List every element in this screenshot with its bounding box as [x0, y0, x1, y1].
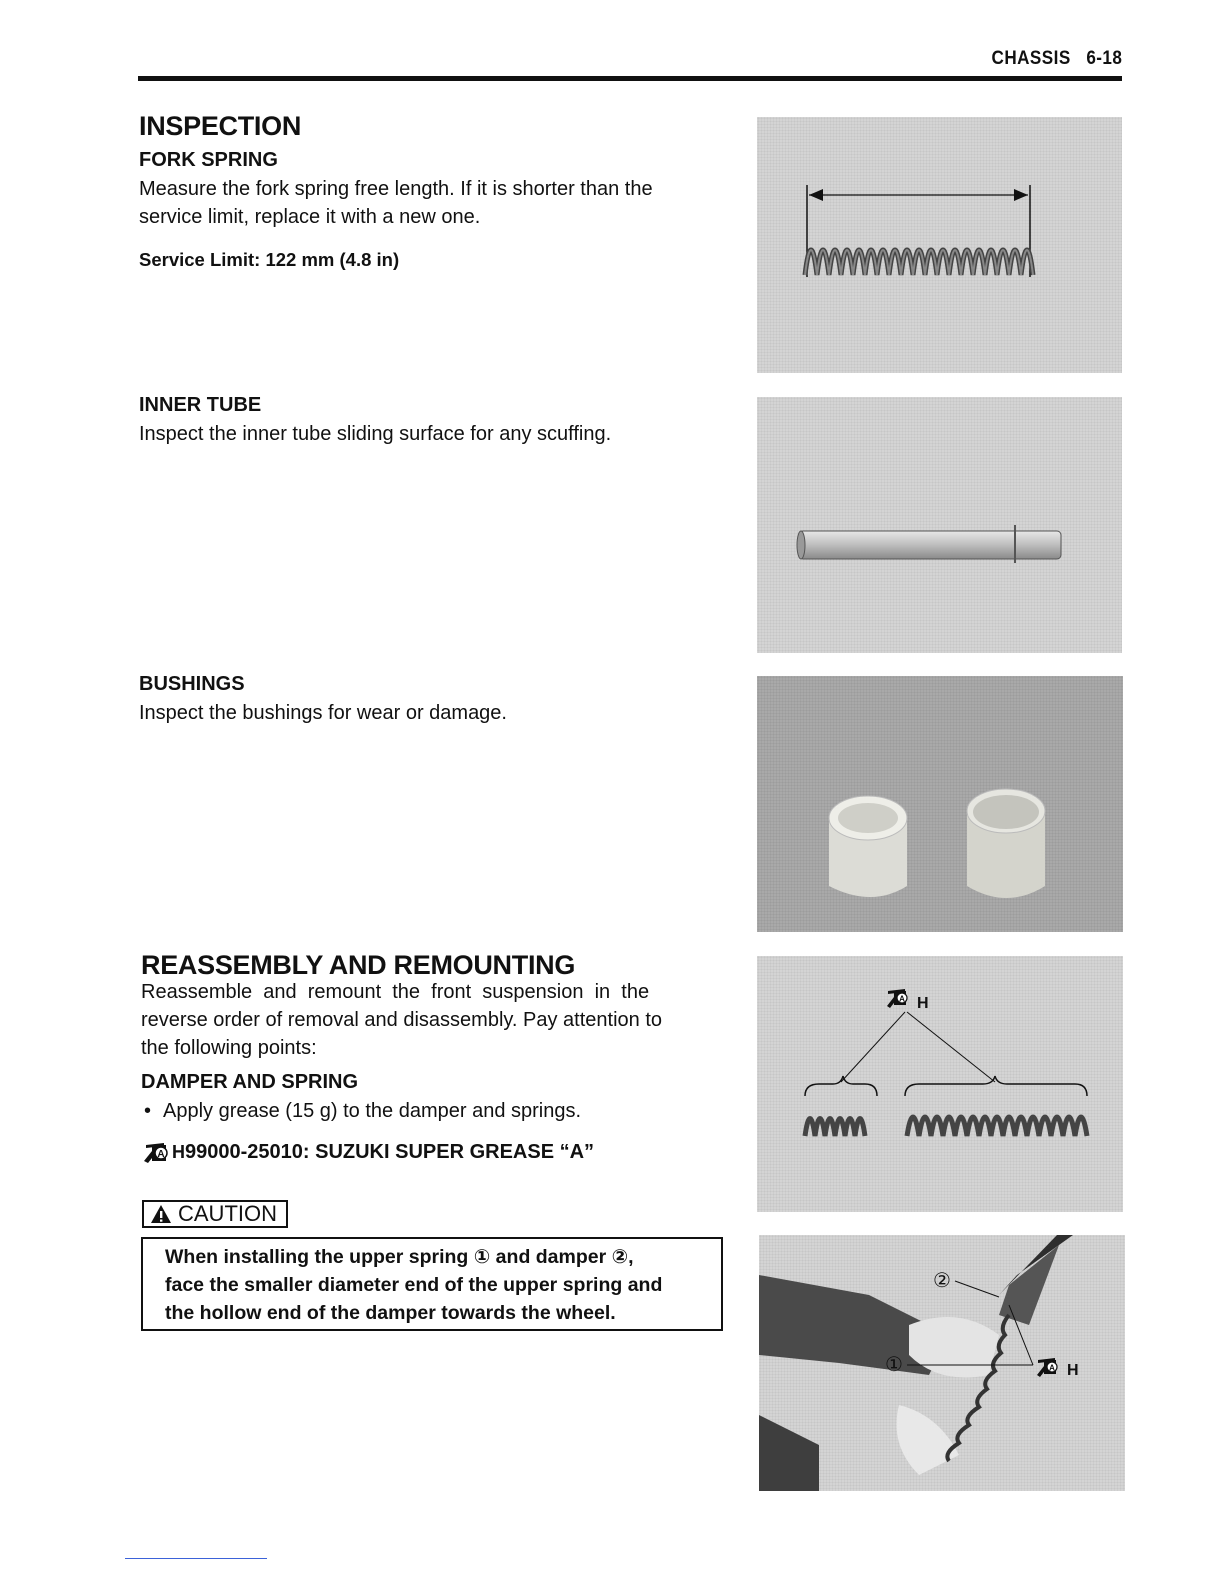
- fork-spring-text-1: Measure the fork spring free length. If it is shorter than the: [139, 178, 653, 200]
- callout-1-label: ①: [885, 1352, 903, 1376]
- caution-line-2: face the smaller diameter end of the upper spring and: [165, 1274, 663, 1296]
- reassembly-text-3: the following points:: [141, 1037, 317, 1059]
- grease-spec: [142, 1139, 594, 1165]
- grease-gun-icon: [142, 1139, 176, 1165]
- inner-tube-text: Inspect the inner tube sliding surface for any scuffing.: [139, 423, 612, 445]
- damper-springs-photo: [757, 956, 1123, 1212]
- page-header: [991, 48, 1122, 70]
- warning-triangle-icon: [150, 1204, 172, 1224]
- service-limit: Service Limit: 122 mm (4.8 in): [139, 249, 400, 270]
- damper-springs-illustration: [757, 956, 1123, 1212]
- install-spring-illustration: [759, 1235, 1125, 1491]
- bullet-dot: •: [144, 1100, 152, 1122]
- header-rule: [138, 76, 1122, 81]
- caution-line-1: When installing the upper spring ① and damper ②,: [165, 1246, 634, 1268]
- grease-symbol-letter: H: [172, 1141, 185, 1162]
- grease-callout-letter: H: [917, 995, 929, 1012]
- fork-spring-heading: FORK SPRING: [139, 149, 278, 171]
- inner-tube-photo: [757, 397, 1122, 653]
- inspection-title: INSPECTION: [139, 111, 302, 141]
- caution-label: [142, 1200, 288, 1228]
- reassembly-text-1: Reassemble and remount the front suspension in the: [141, 981, 650, 1003]
- grease-callout-icon: [887, 989, 907, 1008]
- bushings-text: Inspect the bushings for wear or damage.: [139, 702, 507, 724]
- header-page-number: 6-18: [1085, 48, 1122, 69]
- fork-spring-photo: [757, 117, 1122, 373]
- bullet-text: Apply grease (15 g) to the damper and springs.: [163, 1100, 582, 1122]
- svg-text:A: A: [157, 1149, 165, 1160]
- inner-tube-illustration: [757, 397, 1122, 653]
- svg-text:A: A: [1049, 1363, 1055, 1373]
- grease-part-number: 99000-25010: SUZUKI SUPER GREASE “A”: [185, 1140, 595, 1163]
- fork-spring-illustration: [757, 117, 1122, 373]
- bushings-photo: [757, 676, 1123, 932]
- inner-tube-heading: INNER TUBE: [139, 394, 262, 416]
- footer-line: [125, 1558, 267, 1559]
- header-section: CHASSIS: [991, 48, 1071, 69]
- svg-text:A: A: [899, 994, 905, 1004]
- caution-box: [141, 1237, 723, 1331]
- callout-2-label: ②: [933, 1268, 951, 1292]
- grease-callout-letter-2: H: [1067, 1362, 1079, 1379]
- reassembly-text-2: reverse order of removal and disassembly. Pay attention to: [141, 1009, 662, 1031]
- reassembly-title: REASSEMBLY AND REMOUNTING: [141, 950, 576, 980]
- grease-callout-icon-2: [1037, 1358, 1057, 1377]
- damper-spring-heading: DAMPER AND SPRING: [141, 1071, 359, 1093]
- fork-spring-text-2: service limit, replace it with a new one.: [139, 206, 481, 228]
- bushings-heading: BUSHINGS: [139, 673, 245, 695]
- install-spring-photo: [759, 1235, 1125, 1491]
- caution-label-text: CAUTION: [178, 1201, 277, 1226]
- bushings-illustration: [757, 676, 1123, 932]
- caution-line-3: the hollow end of the damper towards the wheel.: [165, 1302, 616, 1324]
- grease-bullet: [144, 1097, 581, 1125]
